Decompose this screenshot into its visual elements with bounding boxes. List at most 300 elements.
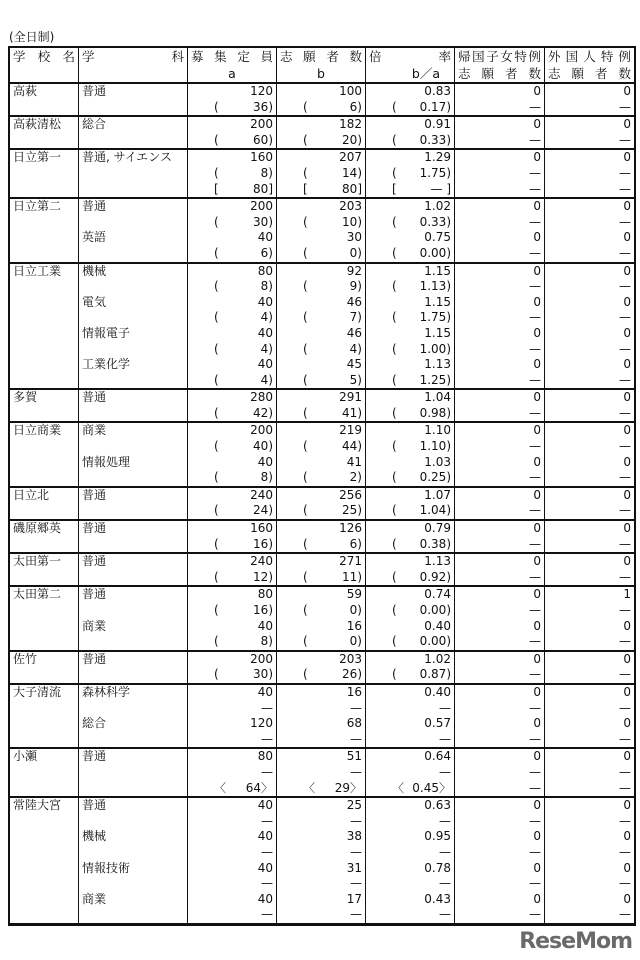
applicants-cell: 46: [277, 295, 366, 311]
ratio-cell: ( 1.75): [366, 166, 455, 182]
table-row: [10, 406, 634, 422]
header-capacity: 募 集 定 員: [188, 48, 277, 65]
department-cell: [79, 373, 188, 389]
foreign-cell: —: [619, 844, 631, 859]
department-cell: 普通: [79, 84, 188, 100]
foreign-cell: —: [619, 731, 631, 746]
applicants-cell: —: [277, 732, 366, 748]
applicants-cell: 46: [277, 326, 366, 342]
school-name: [10, 765, 79, 781]
applicants-cell: 219: [277, 423, 366, 439]
table-row: [10, 503, 634, 519]
capacity-cell: 40: [188, 861, 277, 877]
school-name: [10, 182, 79, 198]
returnee-cell: 0: [455, 150, 545, 166]
foreign-cell: —: [619, 569, 631, 584]
capacity-cell: ( 40): [188, 439, 277, 455]
department-cell: [79, 406, 188, 422]
capacity-cell: ( 16): [188, 537, 277, 553]
department-cell: [79, 765, 188, 781]
capacity-cell: 40: [188, 892, 277, 908]
foreign-cell: —: [619, 439, 631, 454]
capacity-cell: ( 8): [188, 279, 277, 295]
department-cell: 商業: [79, 892, 188, 908]
department-cell: [79, 876, 188, 892]
school-name: 大子清流: [10, 685, 79, 701]
foreign-cell: —: [619, 132, 631, 147]
ratio-cell: —: [366, 814, 455, 830]
applicants-cell: 17: [277, 892, 366, 908]
applicants-cell: 25: [277, 798, 366, 814]
department-cell: 商業: [79, 423, 188, 439]
table-row: [10, 342, 634, 358]
department-cell: [79, 845, 188, 861]
returnee-cell: 0: [455, 652, 545, 668]
bracket: (: [214, 503, 219, 518]
applicants-cell: ( 11): [277, 570, 366, 586]
table-row: [10, 439, 634, 455]
bracket: (: [214, 569, 219, 584]
bracket: (: [214, 214, 219, 229]
returnee-cell: 0: [455, 455, 545, 471]
returnee-cell: 0: [455, 749, 545, 765]
foreign-cell: 0: [623, 294, 631, 309]
table-row: [10, 845, 634, 861]
school-name: [10, 829, 79, 845]
department-cell: 普通: [79, 652, 188, 668]
returnee-cell: —: [455, 732, 545, 748]
returnee-cell: 0: [455, 230, 545, 246]
ratio-cell: —: [366, 732, 455, 748]
header-foreign-sub: 志 願 者 数: [548, 66, 631, 81]
foreign-cell: —: [619, 780, 631, 795]
returnee-cell: —: [455, 503, 545, 519]
department-cell: [79, 215, 188, 231]
applicants-cell: 271: [277, 554, 366, 570]
school-name: [10, 503, 79, 519]
applicants-cell: 100: [277, 84, 366, 100]
returnee-cell: —: [455, 603, 545, 619]
foreign-cell: —: [619, 764, 631, 779]
table-row: [10, 279, 634, 295]
applicants-cell: ( 2): [277, 470, 366, 486]
school-name: [10, 907, 79, 923]
capacity-cell: ( 24): [188, 503, 277, 519]
applicants-cell: ( 6): [277, 100, 366, 116]
ratio-cell: ( 0.87): [366, 667, 455, 683]
ratio-cell: ( 0.92): [366, 570, 455, 586]
bracket: (: [214, 245, 219, 260]
applicants-cell: 45: [277, 357, 366, 373]
capacity-cell: 200: [188, 199, 277, 215]
foreign-cell: 0: [623, 618, 631, 633]
returnee-cell: —: [455, 406, 545, 422]
ratio-cell: ( 1.75): [366, 310, 455, 326]
table-row: [10, 765, 634, 781]
returnee-cell: —: [455, 570, 545, 586]
bracket: (: [214, 341, 219, 356]
department-cell: [79, 781, 188, 797]
bracket: (: [214, 470, 219, 485]
table-row: [10, 667, 634, 683]
bracket: (: [392, 405, 397, 420]
table-row: [10, 326, 634, 342]
table-row: [10, 264, 634, 280]
table-body: [10, 82, 634, 923]
school-group: [10, 519, 634, 552]
bracket: (: [303, 405, 308, 420]
applicants-cell: ( 25): [277, 503, 366, 519]
table-row: [10, 554, 634, 570]
school-name: [10, 439, 79, 455]
bracket: (: [303, 99, 308, 114]
table-row: [10, 455, 634, 471]
returnee-cell: 0: [455, 892, 545, 908]
capacity-cell: ( 36): [188, 100, 277, 116]
foreign-cell: 0: [623, 716, 631, 731]
capacity-cell: 80: [188, 749, 277, 765]
foreign-cell: 1: [623, 587, 631, 602]
foreign-cell: 0: [623, 454, 631, 469]
department-cell: [79, 133, 188, 149]
header-foreign: 外国人特例: [548, 49, 631, 64]
bracket: (: [214, 405, 219, 420]
table-row: [10, 182, 634, 198]
department-cell: 普通: [79, 587, 188, 603]
foreign-cell: 0: [623, 84, 631, 98]
bracket: (: [392, 341, 397, 356]
department-cell: 普通: [79, 488, 188, 504]
applicants-cell: 31: [277, 861, 366, 877]
capacity-cell: 40: [188, 230, 277, 246]
bracket: 〈: [303, 780, 316, 795]
department-cell: 英語: [79, 230, 188, 246]
header-ratio-sub: b／a: [366, 65, 455, 82]
applicants-cell: ( 44): [277, 439, 366, 455]
bracket: (: [303, 310, 308, 325]
bracket: (: [214, 99, 219, 114]
bracket: (: [303, 372, 308, 387]
table-row: [10, 246, 634, 262]
capacity-cell: 80: [188, 264, 277, 280]
school-name: 日立商業: [10, 423, 79, 439]
applicants-cell: ( 0): [277, 634, 366, 650]
foreign-cell: 0: [623, 263, 631, 278]
ratio-cell: —: [366, 701, 455, 717]
capacity-cell: 120: [188, 84, 277, 100]
school-group: [10, 115, 634, 148]
applicants-cell: 203: [277, 652, 366, 668]
foreign-cell: 0: [623, 357, 631, 372]
ratio-cell: 0.40: [366, 619, 455, 635]
department-cell: [79, 667, 188, 683]
foreign-cell: 0: [623, 325, 631, 340]
applicants-cell: 38: [277, 829, 366, 845]
applicants-cell: 126: [277, 521, 366, 537]
department-cell: [79, 246, 188, 262]
applicants-cell: ( 6): [277, 537, 366, 553]
returnee-cell: 0: [455, 829, 545, 845]
bracket: [: [214, 181, 219, 196]
table-row: [10, 390, 634, 406]
school-name: [10, 342, 79, 358]
returnee-cell: —: [455, 166, 545, 182]
table-row: [10, 470, 634, 486]
school-name: [10, 373, 79, 389]
ratio-cell: 1.13: [366, 554, 455, 570]
bracket: (: [392, 165, 397, 180]
bracket: (: [303, 667, 308, 682]
department-cell: [79, 907, 188, 923]
bracket: 〈: [214, 780, 227, 795]
ratio-cell: 0.64: [366, 749, 455, 765]
school-name: [10, 603, 79, 619]
returnee-cell: 0: [455, 264, 545, 280]
ratio-cell: ( 0.00): [366, 634, 455, 650]
ratio-cell: 0.75: [366, 230, 455, 246]
foreign-cell: 0: [623, 798, 631, 813]
applicants-cell: ( 26): [277, 667, 366, 683]
table-row: [10, 685, 634, 701]
applicants-cell: 291: [277, 390, 366, 406]
table-row: [10, 587, 634, 603]
bracket: (: [214, 536, 219, 551]
foreign-cell: —: [619, 405, 631, 420]
table-row: [10, 166, 634, 182]
department-cell: 総合: [79, 117, 188, 133]
ratio-cell: ( 0.38): [366, 537, 455, 553]
foreign-cell: —: [619, 310, 631, 325]
applicants-cell: [ 80]: [277, 182, 366, 198]
bracket: (: [303, 165, 308, 180]
applicants-cell: 59: [277, 587, 366, 603]
ratio-cell: 0.63: [366, 798, 455, 814]
table-row: [10, 373, 634, 389]
department-cell: 普通: [79, 521, 188, 537]
capacity-cell: ( 30): [188, 215, 277, 231]
returnee-cell: —: [455, 814, 545, 830]
foreign-cell: —: [619, 700, 631, 715]
school-name: [10, 537, 79, 553]
school-name: [10, 230, 79, 246]
bracket: (: [303, 569, 308, 584]
foreign-cell: —: [619, 907, 631, 922]
bracket: (: [214, 634, 219, 649]
capacity-cell: 160: [188, 150, 277, 166]
foreign-cell: 0: [623, 651, 631, 666]
bracket: (: [214, 165, 219, 180]
returnee-cell: —: [455, 537, 545, 553]
table-row: [10, 892, 634, 908]
table-row: [10, 701, 634, 717]
school-name: [10, 133, 79, 149]
applicants-cell: 〈 29〉: [277, 781, 366, 797]
foreign-cell: 0: [623, 684, 631, 699]
school-name: 高萩: [10, 84, 79, 100]
applicants-cell: 16: [277, 685, 366, 701]
ratio-cell: 1.15: [366, 326, 455, 342]
applicants-cell: 92: [277, 264, 366, 280]
school-name: [10, 845, 79, 861]
table-row: [10, 749, 634, 765]
foreign-cell: 0: [623, 860, 631, 875]
ratio-cell: 1.15: [366, 295, 455, 311]
capacity-cell: 120: [188, 716, 277, 732]
header-school-sub: [10, 65, 79, 82]
capacity-cell: —: [188, 907, 277, 923]
school-group: [10, 796, 634, 923]
school-group: [10, 747, 634, 796]
school-name: [10, 892, 79, 908]
ratio-cell: 1.13: [366, 357, 455, 373]
returnee-cell: 0: [455, 619, 545, 635]
ratio-cell: 0.95: [366, 829, 455, 845]
applicants-cell: ( 20): [277, 133, 366, 149]
ratio-cell: ( 0.98): [366, 406, 455, 422]
returnee-cell: —: [455, 634, 545, 650]
department-cell: 情報処理: [79, 455, 188, 471]
header-returnee: 帰国子女特例: [455, 48, 545, 65]
returnee-cell: —: [455, 845, 545, 861]
returnee-cell: —: [455, 133, 545, 149]
returnee-cell: 0: [455, 117, 545, 133]
table-row: [10, 230, 634, 246]
school-name: [10, 716, 79, 732]
header-school: 学 校 名: [10, 48, 79, 65]
school-group: [10, 197, 634, 261]
ratio-cell: 1.02: [366, 199, 455, 215]
bracket: (: [303, 132, 308, 147]
foreign-cell: —: [619, 503, 631, 518]
bracket: (: [214, 439, 219, 454]
foreign-cell: —: [619, 279, 631, 294]
bracket: (: [392, 634, 397, 649]
returnee-cell: 0: [455, 554, 545, 570]
applicants-cell: ( 14): [277, 166, 366, 182]
bracket: (: [303, 245, 308, 260]
table-row: [10, 423, 634, 439]
foreign-cell: —: [619, 536, 631, 551]
department-cell: 普通: [79, 390, 188, 406]
applicants-cell: 256: [277, 488, 366, 504]
applicants-cell: 16: [277, 619, 366, 635]
applicants-cell: ( 5): [277, 373, 366, 389]
table-row: [10, 199, 634, 215]
bracket: (: [392, 470, 397, 485]
school-name: 日立第一: [10, 150, 79, 166]
returnee-cell: 0: [455, 326, 545, 342]
capacity-cell: ( 4): [188, 342, 277, 358]
department-cell: 電気: [79, 295, 188, 311]
applicants-cell: 182: [277, 117, 366, 133]
bracket: (: [392, 503, 397, 518]
applicants-cell: 68: [277, 716, 366, 732]
returnee-cell: —: [455, 246, 545, 262]
table-row: [10, 876, 634, 892]
department-cell: 総合: [79, 716, 188, 732]
foreign-cell: 0: [623, 554, 631, 569]
applicants-cell: ( 9): [277, 279, 366, 295]
school-name: 日立工業: [10, 264, 79, 280]
school-group: [10, 486, 634, 519]
department-cell: [79, 342, 188, 358]
department-cell: [79, 603, 188, 619]
school-group: [10, 421, 634, 485]
school-name: [10, 357, 79, 373]
department-cell: [79, 439, 188, 455]
ratio-cell: ( 1.13): [366, 279, 455, 295]
capacity-cell: 280: [188, 390, 277, 406]
returnee-cell: —: [455, 907, 545, 923]
applicants-cell: ( 0): [277, 246, 366, 262]
ratio-cell: 0.83: [366, 84, 455, 100]
table-row: [10, 829, 634, 845]
school-group: [10, 262, 634, 389]
capacity-cell: ( 16): [188, 603, 277, 619]
school-name: 多賀: [10, 390, 79, 406]
school-name: [10, 166, 79, 182]
capacity-cell: 200: [188, 117, 277, 133]
department-cell: [79, 732, 188, 748]
bracket: (: [392, 245, 397, 260]
returnee-cell: 0: [455, 199, 545, 215]
bracket: (: [392, 536, 397, 551]
applicants-cell: 203: [277, 199, 366, 215]
ratio-cell: 0.74: [366, 587, 455, 603]
foreign-cell: —: [619, 214, 631, 229]
applicants-cell: —: [277, 814, 366, 830]
ratio-cell: ( 1.04): [366, 503, 455, 519]
department-cell: 森林科学: [79, 685, 188, 701]
department-cell: [79, 814, 188, 830]
header-row-1: [10, 48, 634, 65]
ratio-cell: ( 0.25): [366, 470, 455, 486]
school-name: 常陸大宮: [10, 798, 79, 814]
school-name: 太田第一: [10, 554, 79, 570]
ratio-cell: 〈 0.45〉: [366, 781, 455, 797]
foreign-cell: —: [619, 667, 631, 682]
ratio-cell: 0.79: [366, 521, 455, 537]
school-group: [10, 650, 634, 683]
bracket: 〈: [392, 780, 405, 795]
returnee-cell: —: [455, 876, 545, 892]
returnee-cell: 0: [455, 390, 545, 406]
school-name: [10, 701, 79, 717]
department-cell: [79, 470, 188, 486]
capacity-cell: ( 60): [188, 133, 277, 149]
capacity-cell: —: [188, 701, 277, 717]
table-row: [10, 570, 634, 586]
bracket: (: [214, 279, 219, 294]
returnee-cell: —: [455, 781, 545, 797]
returnee-cell: —: [455, 701, 545, 717]
table-row: [10, 861, 634, 877]
capacity-cell: 80: [188, 587, 277, 603]
bracket: (: [392, 99, 397, 114]
department-cell: 情報技術: [79, 861, 188, 877]
returnee-cell: —: [455, 279, 545, 295]
school-group: [10, 683, 634, 747]
school-name: [10, 406, 79, 422]
capacity-cell: ( 6): [188, 246, 277, 262]
school-name: 日立北: [10, 488, 79, 504]
header-department: 学 科: [79, 48, 188, 65]
ratio-cell: 0.91: [366, 117, 455, 133]
capacity-cell: 40: [188, 685, 277, 701]
capacity-cell: —: [188, 765, 277, 781]
capacity-cell: 〈 64〉: [188, 781, 277, 797]
capacity-cell: ( 8): [188, 634, 277, 650]
